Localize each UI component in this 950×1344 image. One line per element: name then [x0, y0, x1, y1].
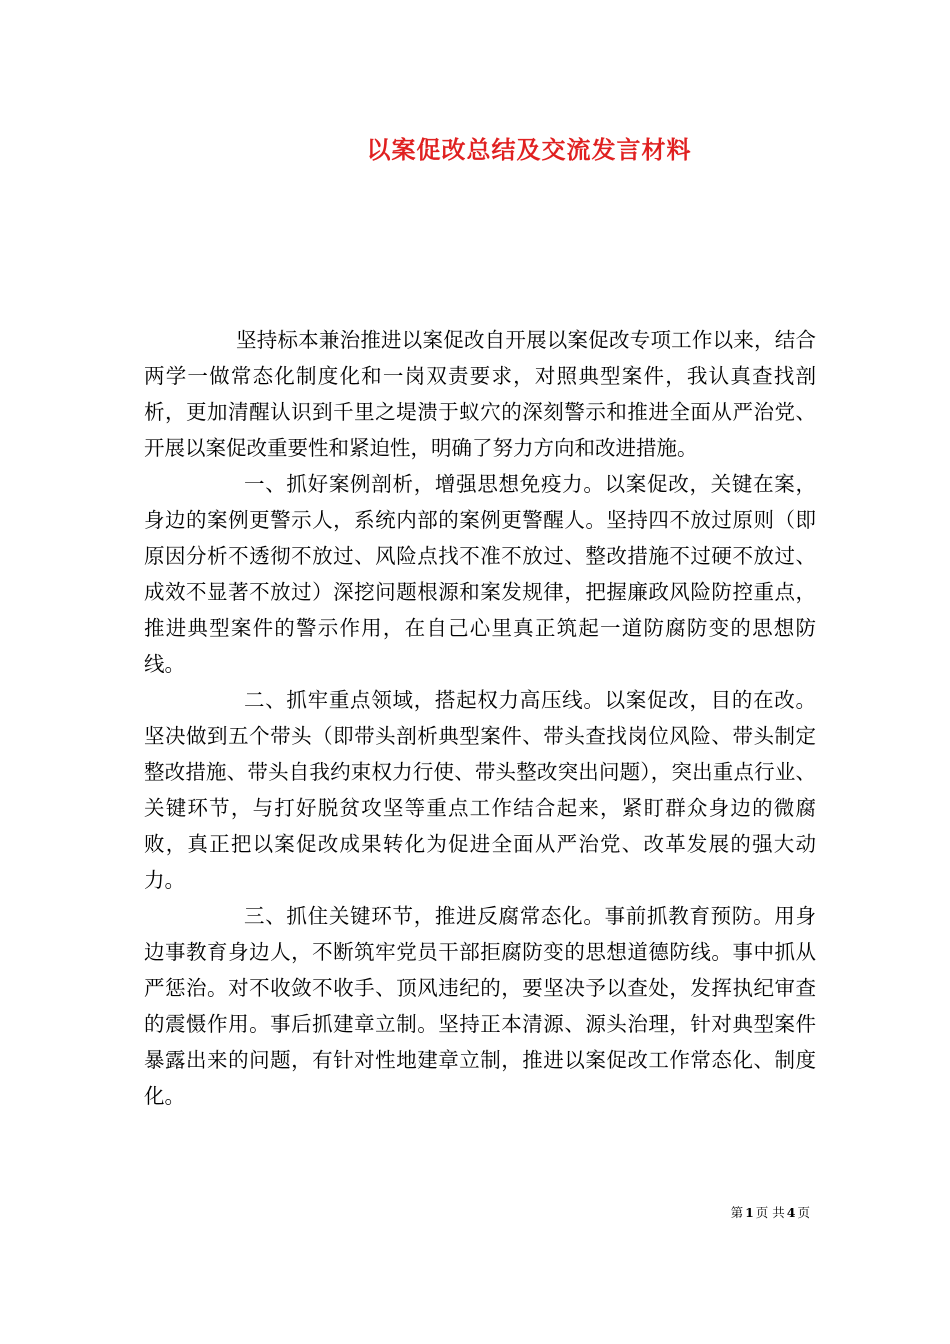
intro-paragraph: 坚持标本兼治推进以案促改自开展以案促改专项工作以来，结合两学一做常态化制度化和一岗双责要求，对照典型案件，我认真查找剖析，更加清醒认识到千里之堤溃于蚁穴的深刻警示和推进全面从严治党、开展以案促改重要性和紧迫性，明确了努力方向和改进措施。 [144, 328, 816, 460]
document-title: 以案促改总结及交流发言材料 [366, 135, 692, 164]
document-body [144, 322, 816, 1114]
current-page-number: 1 [745, 1205, 754, 1220]
section-three-paragraph: 三、抓住关键环节，推进反腐常态化。事前抓教育预防。用身边事教育身边人，不断筑牢党员干部拒腐防变的思想道德防线。事中抓从严惩治。对不收敛不收手、顶风违纪的，要坚决予以查处，发挥执纪审查的震慑作用。事后抓建章立制。坚持正本清源、源头治理，针对典型案件暴露出来的问题，有针对性地建章立制，推进以案促改工作常态化、制度化。 [144, 904, 816, 1108]
footer-suffix: 页 [797, 1205, 810, 1220]
total-pages-number: 4 [786, 1205, 796, 1220]
page-number-footer [731, 1203, 810, 1221]
footer-middle: 页 共 [755, 1205, 785, 1220]
section-one-paragraph: 一、抓好案例剖析，增强思想免疫力。以案促改，关键在案，身边的案例更警示人，系统内部的案例更警醒人。坚持四不放过原则（即原因分析不透彻不放过、风险点找不准不放过、整改措施不过硬不放过、成效不显著不放过）深挖问题根源和案发规律，把握廉政风险防控重点，推进典型案件的警示作用，在自己心里真正筑起一道防腐防变的思想防线。 [144, 472, 816, 676]
footer-prefix: 第 [730, 1205, 744, 1220]
section-two-paragraph: 二、抓牢重点领域，搭起权力高压线。以案促改，目的在改。坚决做到五个带头（即带头剖析典型案件、带头查找岗位风险、带头制定整改措施、带头自我约束权力行使、带头整改突出问题），突出重点行业、关键环节，与打好脱贫攻坚等重点工作结合起来，紧盯群众身边的微腐败，真正把以案促改成果转化为促进全面从严治党、改革发展的强大动力。 [144, 688, 816, 892]
